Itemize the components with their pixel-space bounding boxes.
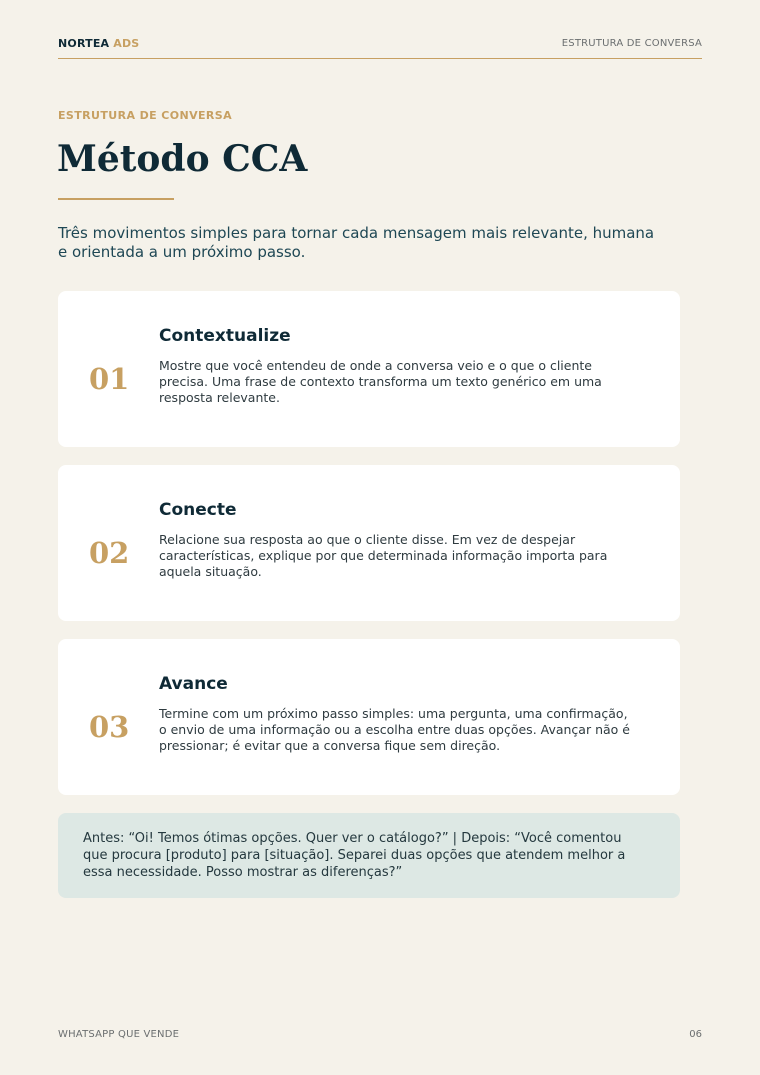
step-body: Mostre que você entendeu de onde a conversa veio e o que o cliente precisa. Uma frase de contexto transforma um texto genérico em uma resposta relevante. (159, 358, 602, 405)
page-number: 06 (689, 1029, 702, 1040)
step-title: Contextualize (159, 326, 291, 346)
example-text: Antes: “Oi! Temos ótimas opções. Quer ver o catálogo?” | Depois: “Você comentou que procura [produto] para [situação]. Separei duas opções que atendem melhor a essa necessidade. Posso mostrar as diferenças?” (83, 831, 626, 880)
step-number: 03 (89, 710, 130, 744)
step-card-1 (58, 291, 680, 447)
step-title: Conecte (159, 500, 237, 520)
step-card-3 (58, 639, 680, 795)
footer-title: WHATSAPP QUE VENDE (58, 1029, 180, 1040)
page-title: Método CCA (57, 138, 308, 180)
step-body: Relacione sua resposta ao que o cliente disse. Em vez de despejar características, explique por que determinada informação importa para aquela situação. (159, 532, 608, 579)
eyebrow-label: ESTRUTURA DE CONVERSA (58, 109, 233, 122)
brand-name: NORTEA (58, 37, 110, 50)
step-title: Avance (159, 674, 228, 694)
step-body: Termine com um próximo passo simples: uma pergunta, uma confirmação, o envio de uma informação ou a escolha entre duas opções. Avançar não é pressionar; é evitar que a conversa fique sem direção. (159, 706, 630, 753)
example-callout (58, 813, 680, 898)
title-underline (58, 198, 174, 200)
step-number: 02 (89, 536, 130, 570)
step-card-2 (58, 465, 680, 621)
step-number: 01 (89, 362, 130, 396)
brand-accent: ADS (113, 37, 140, 50)
intro-text: Três movimentos simples para tornar cada mensagem mais relevante, humana e orientada a um próximo passo. (58, 224, 655, 261)
brand-logo (58, 37, 139, 50)
header-section-label: ESTRUTURA DE CONVERSA (561, 38, 702, 49)
page-header (58, 36, 702, 59)
